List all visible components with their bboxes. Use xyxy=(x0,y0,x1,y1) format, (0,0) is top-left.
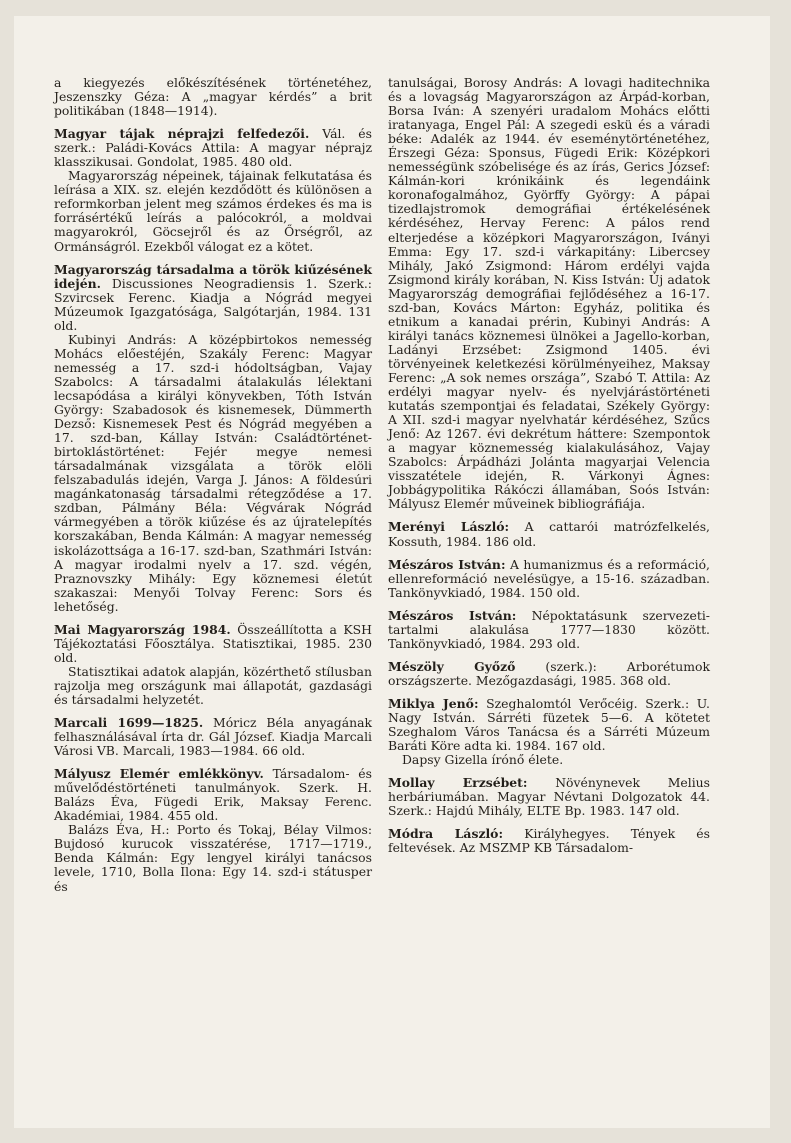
entry-text: tanulságai, Borosy András: A lovagi haditechnika és a lovagság Magyarországon az Árpád-korban, Borsa Iván: A szenyéri uradalom Mohács előtti iratanyaga, Engel Pál: A szegedi eskü és a váradi béke: Adalék az 1944. év eseménytörténetéhez, Érszegi Géza: Sponsus, Fügedi Erik: Középkori nemességünk szóbelisége és az írás, Gerics József: Kálmán-kori krónikáink és legendáink koronafogalmához, Györffy György: A pápai tizedlajstromok demográfiai értékelésének kérdéséhez, Hervay Ferenc: A pálos rend elterjedése a középkori Magyarországon, Iványi Emma: Egy 17. szd-i várkapitány: Libercsey Mihály, Jakó Zsigmond: Három erdélyi vajda Zsigmond király korában, N. Kiss István: Új adatok Magyarország demográfiai fejlődéséhez a 16-17. szd-ban, Kovács Márton: Egyház, politika és etnikum a kanadai prérin, Kubinyi András: A királyi tanács köznemesi ülnökei a Jagello-korban, Ladányi Erzsébet: Zsigmond 1405. évi törvényeinek keletkezési körülményeihez, Maksay Ferenc: „A sok nemes országa”, Szabó T. Attila: Az erdélyi magyar nyelv- és nyelvjárástörténeti kutatás szempontjai és feladatai, Székely György: A XII. szd-i magyar nyelvhatár kérdéséhez, Szűcs Jenő: Az 1267. évi dekrétum háttere: Szempontok a magyar köznemesség kialakulásához, Vajay Szabolcs: Árpádházi Jolánta magyarjai Velencia visszatétele idején, R. Várkonyi Ágnes: Jobbágypolitika Rákóczi államában, Soós István: Mályusz Elemér műveinek bibliográfiája. xyxy=(388,75,710,512)
entry-description: Kubinyi András: A középbirtokos nemesség Mohács előestéjén, Szakály Ferenc: Magyar nemesség a 17. szd-i hódoltságban, Vajay Szabolcs: A társadalmi átalakulás lélektani lecsapódása a királyi könyvekben, Tóth István György: Szabadosok és kisnemesek, Dümmerth Dezső: Kisnemesek Pest és Nógrád megyében a 17. szd-ban, Kállay István: Családtörténet-birtoklástörténet: Fejér megye nemesi társadalmának vizsgálata a török elöli felszabadulás idején, Varga J. János: A földesúri magánkatonaság társadalmi rétegződése a 17. szdban, Pálmány Béla: Végvárak Nógrád vármegyében a török kiűzése és az újratelepítés korszakában, Benda Kálmán: A magyar nemesség iskolázottsága a 16-17. szd-ban, Szathmári István: A magyar irodalmi nyelv a 17. szd. végén, Praznovszky Mihály: Egy köznemesi életút szakaszai: Menyői Tolvay Ferenc: Sors és lehetőség. xyxy=(54,331,372,614)
left-column xyxy=(54,76,372,903)
bibliography-entry xyxy=(54,623,372,707)
entry-text: a kiegyezés előkészítésének történetéhez, Jeszenszky Géza: A „magyar kérdés” a brit politikában (1848—1914). xyxy=(54,75,372,119)
bibliography-entry xyxy=(388,609,710,651)
entry-description: Balázs Éva, H.: Porto és Tokaj, Bélay Vilmos: Bujdosó kurucok visszatérése, 1717—1719., Benda Kálmán: Egy lengyel királyi tanácsos levele, 1710, Bolla Ilona: Egy 14. szd-i státusper és xyxy=(54,822,372,894)
entry-heading: Mészáros István: xyxy=(388,556,506,572)
bibliography-entry xyxy=(388,660,710,688)
entry-text: Discussiones Neogradiensis 1. Szerk.: Szvircsek Ferenc. Kiadja a Nógrád megyei Múzeumok Igazgatósága, Salgótarján, 1984. 131 old. xyxy=(54,275,372,333)
entry-text: Népoktatásunk szervezeti-tartalmi alakulása 1777—1830 között. Tankönyvkiadó, 1984. 293 old. xyxy=(388,607,710,651)
bibliography-entry xyxy=(388,827,710,855)
entry-text: Vál. és szerk.: Paládi-Kovács Attila: A magyar néprajz klasszikusai. Gondolat, 1985. 480 old. xyxy=(54,126,372,170)
entry-text: (szerk.): Arborétumok országszerte. Mezőgazdasági, 1985. 368 old. xyxy=(388,658,710,688)
entry-heading: Marcali 1699—1825. xyxy=(54,715,204,731)
entry-heading: Mályusz Elemér emlékkönyv. xyxy=(54,766,264,782)
entry-text: Társadalom- és művelődéstörténeti tanulmányok. Szerk. H. Balázs Éva, Fügedi Erik, Maksay Ferenc. Akadémiai, 1984. 455 old. xyxy=(54,766,372,824)
entry-text: A humanizmus és a reformáció, ellenreformáció nevelésügye, a 15-16. században. Tankönyvkiadó, 1984. 150 old. xyxy=(388,556,710,600)
entry-text: Móricz Béla anyagának felhasználásával írta dr. Gál József. Kiadja Marcali Városi VB. Marcali, 1983—1984. 66 old. xyxy=(54,715,372,759)
entry-heading: Mollay Erzsébet: xyxy=(388,775,528,791)
entry-text: Szeghalomtól Verőcéig. Szerk.: U. Nagy István. Sárréti füzetek 5—6. A kötetet Szeghalom Város Tanácsa és a Sárréti Múzeum Baráti Köre adta ki. 1984. 167 old. xyxy=(388,695,710,754)
entry-heading: Magyar tájak néprajzi felfedezői. xyxy=(54,126,310,142)
entry-heading: Mai Magyarország 1984. xyxy=(54,621,231,637)
book-page xyxy=(14,16,770,1128)
bibliography-entry xyxy=(388,697,710,767)
entry-description: Dapsy Gizella írónő élete. xyxy=(402,752,564,768)
entry-heading: Miklya Jenő: xyxy=(388,695,479,711)
bibliography-entry xyxy=(388,76,710,511)
right-column xyxy=(388,76,710,864)
bibliography-entry xyxy=(54,76,372,118)
bibliography-entry xyxy=(388,776,710,818)
bibliography-entry xyxy=(54,716,372,758)
entry-text: Összeállította a KSH Tájékoztatási Főosztálya. Statisztikai, 1985. 230 old. xyxy=(54,621,372,665)
entry-heading: Merényi László: xyxy=(388,519,510,535)
entry-text: Királyhegyes. Tények és feltevések. Az MSZMP KB Társadalom- xyxy=(388,826,710,856)
bibliography-entry xyxy=(388,558,710,600)
bibliography-entry xyxy=(54,767,372,893)
entry-description: Statisztikai adatok alapján, közérthető stílusban rajzolja meg országunk mai állapotát, gazdasági és társadalmi helyzetét. xyxy=(54,663,372,707)
entry-text: A cattarói matrózfelkelés, Kossuth, 1984. 186 old. xyxy=(388,519,710,549)
entry-heading: Magyarország társadalma a török kiűzésének idején. xyxy=(54,261,372,291)
bibliography-entry xyxy=(54,127,372,253)
bibliography-entry xyxy=(388,520,710,548)
entry-text: Növénynevek Melius herbáriumában. Magyar Névtani Dolgozatok 44. Szerk.: Hajdú Mihály, ELTE Bp. 1983. 147 old. xyxy=(388,775,710,819)
entry-description: Magyarország népeinek, tájainak felkutatása és leírása a XIX. sz. elején kezdődött és különösen a reformkorban jelent meg számos érdekes és ma is forrásértékű leírás a palócokról, a moldvai magyarokról, Göcsejről és az Őrségről, az Ormánságról. Ezekből válogat ez a kötet. xyxy=(54,168,372,254)
bibliography-entry xyxy=(54,263,372,614)
entry-heading: Módra László: xyxy=(388,826,504,842)
entry-heading: Mészöly Győző xyxy=(388,658,516,674)
entry-heading: Mészáros István: xyxy=(388,607,517,623)
